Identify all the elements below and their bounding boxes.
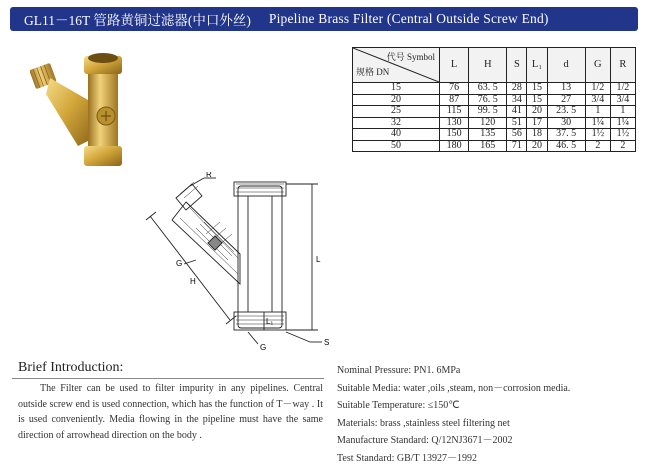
table-cell: 1¼ bbox=[610, 117, 635, 129]
page-header bbox=[10, 7, 638, 31]
spec-manufacture-standard: Manufacture Standard: Q/12NJ3671－2002 bbox=[337, 435, 513, 447]
table-cell: 46. 5 bbox=[547, 140, 585, 152]
label-h: H bbox=[190, 277, 196, 286]
col-header: S bbox=[507, 48, 527, 83]
table-cell: 18 bbox=[527, 129, 547, 141]
brief-title: Brief Introduction: bbox=[18, 360, 124, 375]
brass-filter-photo bbox=[30, 50, 150, 170]
col-header: L bbox=[440, 48, 469, 83]
table-cell: 32 bbox=[353, 117, 440, 129]
table-cell: 27 bbox=[547, 94, 585, 106]
table-cell: 1/2 bbox=[585, 83, 610, 95]
table-cell: 25 bbox=[353, 106, 440, 118]
table-cell: 165 bbox=[469, 140, 507, 152]
technical-drawing bbox=[140, 172, 350, 354]
col-header: R bbox=[610, 48, 635, 83]
table-cell: 2 bbox=[585, 140, 610, 152]
table-cell: 20 bbox=[353, 94, 440, 106]
table-cell: 99. 5 bbox=[469, 106, 507, 118]
table-cell: 37. 5 bbox=[547, 129, 585, 141]
table-cell: 2 bbox=[610, 140, 635, 152]
col-header: G bbox=[585, 48, 610, 83]
table-cell: 15 bbox=[527, 94, 547, 106]
label-l1: L₁ bbox=[266, 317, 274, 326]
spec-nominal-pressure: Nominal Pressure: PN1. 6MPa bbox=[337, 365, 461, 376]
label-r: R bbox=[206, 172, 212, 179]
table-cell: 41 bbox=[507, 106, 527, 118]
table-cell: 63. 5 bbox=[469, 83, 507, 95]
brief-text bbox=[18, 381, 323, 443]
label-g-top: G bbox=[176, 259, 183, 268]
table-cell: 120 bbox=[469, 117, 507, 129]
table-cell: 15 bbox=[527, 83, 547, 95]
table-cell: 28 bbox=[507, 83, 527, 95]
divider bbox=[12, 378, 324, 379]
title-english: Pipeline Brass Filter (Central Outside Screw End) bbox=[268, 11, 549, 26]
col-header: H bbox=[469, 48, 507, 83]
spec-list bbox=[337, 362, 637, 468]
col-header: d bbox=[547, 48, 585, 83]
spec-materials: Materials: brass ,stainless steel filtering net bbox=[337, 417, 510, 429]
table-row bbox=[353, 129, 636, 141]
table-cell: 180 bbox=[440, 140, 469, 152]
table-cell: 87 bbox=[440, 94, 469, 106]
table-cell: 34 bbox=[507, 94, 527, 106]
table-cell: 51 bbox=[507, 117, 527, 129]
table-cell: 115 bbox=[440, 106, 469, 118]
table-cell: 130 bbox=[440, 117, 469, 129]
label-l: L bbox=[316, 255, 321, 264]
table-cell: 1 bbox=[585, 106, 610, 118]
label-s: S bbox=[324, 338, 330, 347]
label-g-bottom: G bbox=[260, 343, 267, 352]
table-row bbox=[353, 117, 636, 129]
brief-paragraph: The Filter can be used to filter impurity in any pipelines. Central outside screw end is used connection, which has the function of T－way . It is used conveniently. Media flowing in the pipeline must have the same direction of arrowhead direction on the body . bbox=[18, 383, 323, 441]
table-cell: 20 bbox=[527, 140, 547, 152]
table-cell: 15 bbox=[353, 83, 440, 95]
corner-dn-label: 规格 DN bbox=[356, 67, 390, 77]
spec-suitable-media: Suitable Media: water ,oils ,steam, non－corrosion media. bbox=[337, 382, 571, 394]
table-cell: 13 bbox=[547, 83, 585, 95]
table-cell: 1½ bbox=[585, 129, 610, 141]
table-cell: 150 bbox=[440, 129, 469, 141]
table-cell: 1 bbox=[610, 106, 635, 118]
table-row bbox=[353, 83, 636, 95]
table-cell: 1¼ bbox=[585, 117, 610, 129]
table-cell: 135 bbox=[469, 129, 507, 141]
table-cell: 20 bbox=[527, 106, 547, 118]
table-corner-header bbox=[353, 48, 440, 83]
table-cell: 3/4 bbox=[585, 94, 610, 106]
spec-temperature: Suitable Temperature: ≤150℃ bbox=[337, 400, 460, 412]
table-cell: 71 bbox=[507, 140, 527, 152]
table-cell: 56 bbox=[507, 129, 527, 141]
table-row bbox=[353, 140, 636, 152]
corner-symbol-label: 代号 Symbol bbox=[386, 52, 435, 62]
table-cell: 76. 5 bbox=[469, 94, 507, 106]
table-cell: 1½ bbox=[610, 129, 635, 141]
table-cell: 30 bbox=[547, 117, 585, 129]
table-cell: 17 bbox=[527, 117, 547, 129]
table-cell: 23. 5 bbox=[547, 106, 585, 118]
table-cell: 3/4 bbox=[610, 94, 635, 106]
spec-test-standard: Test Standard: GB/T 13927－1992 bbox=[337, 452, 477, 464]
table-cell: 76 bbox=[440, 83, 469, 95]
table-row bbox=[353, 106, 636, 118]
table-cell: 40 bbox=[353, 129, 440, 141]
table-cell: 50 bbox=[353, 140, 440, 152]
title-chinese: GL11－16T 管路黄铜过滤器(中口外丝) bbox=[24, 13, 251, 28]
dimension-table bbox=[352, 47, 636, 152]
col-header: L₁ bbox=[527, 48, 547, 83]
table-cell: 1/2 bbox=[610, 83, 635, 95]
table-row bbox=[353, 94, 636, 106]
